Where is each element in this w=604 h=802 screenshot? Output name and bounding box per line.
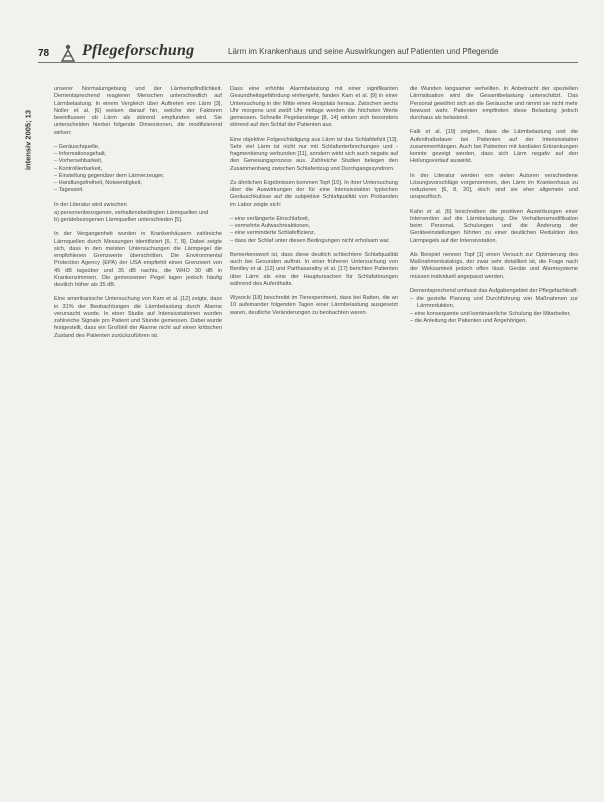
list-item: – eine konsequente und kontinuierliche Schulung der Mitarbeiter, [410,310,571,317]
page-header [38,44,578,64]
paragraph: Kahn et al. [6] beschreiben die positiven Auswirkungen einer Intervention auf die Lärmbelastung. Die Verhaltensmodifikation beim Personal, Schulungen und die Änderung der Geräteeinstellungen führten zu einer deutlichen Reduktion des Lärmpegels auf der Intensivstation. [410,208,578,244]
paragraph: Eine objektive Folgeschädigung aus Lärm ist das Schlafdefizit [13]. Sehr viel Lärm ist nicht nur mit Schlafunterbrechungen und -fragmentierung verbunden [11], sondern wirkt sich auch negativ auf den Genesungsprozess aus. Zahlreiche Studien belegen den Zusammenhang zwischen Schlafentzug und Durchgangssyndrom. [230,136,398,172]
list-item: a) personenbezogenen, verhaltensbedingten Lärmquellen und [54,209,209,216]
paragraph: unserer Normalumgebung und der Lärmempfindlichkeit. Dementsprechend reagieren Menschen unterschiedlich auf Lärmbelastung. In einem Vergleich über Auftreten von Lärm [3], Noller et al. [6] weisen darauf hin, welche der Faktoren beeinflussen ob Lärm als störend empfunden wird. Sie unterscheiden hierbei folgende Dimensionen, die modifizierend wirken: [54,86,222,136]
list-item: – vermehrte Aufwachreaktionen, [230,223,311,229]
bullet-list [410,296,578,325]
header-rule [38,62,578,63]
list-item: – eine verlängerte Einschlafzeit, [230,215,310,222]
list-item: – Kontrollierbarkeit, [54,165,103,172]
sidebar-citation [22,90,34,190]
column-3 [410,86,578,332]
bullet-list [230,216,398,245]
sidebar-citation-text: intensiv 2005; 13 [23,109,33,171]
list-item: – Einstellung gegenüber dem Lärmerzeuger, [54,172,165,179]
paragraph: In der Literatur werden von vielen Autoren verschiedene Lösungsvorschläge vorgenommen, den Lärm im Krankenhaus zu reduzieren [6, 8, 20], doch sind sie eher allgemein und unspezifisch. [410,172,578,201]
list-item: – Handlungsfreiheit, Notwendigkeit, [54,180,142,186]
list-item: – die gezielte Planung und Durchführung von Maßnahmen zur Lärmreduktion, [410,296,578,310]
list-item: – die Anleitung der Patienten und Angehörigen. [410,317,527,324]
paragraph: die Wunden langsamer verheilten. In Anbetracht der speziellen Lärmsituation wird die Gesamtbelastung unterschätzt. Das Personal gewöhnt sich an die Geräusche und nimmt sie nicht mehr bewusst wahr. Patienten empfinden diese Belastung jedoch durchaus als belastend. [410,86,578,121]
journal-title: Pflegeforschung [82,42,195,59]
list-item: b) gerätebezogenen Lärmquellen unterschieden [5]. [54,217,183,223]
paragraph: Zu ähnlichen Ergebnissen kommen Topf [10]. In ihrer Untersuchung über die Auswirkungen der für eine Intensivstation typischen Geräuschkulisse auf die subjektive Schlafqualität von Probanden im Labor zeigte sich: [230,179,398,208]
column-2 [230,86,398,324]
paragraph: Dass eine erhöhte Alarmbelastung mit einer signifikanten Gesundheitsgefährdung einhergeht, fanden Kam et al. [9] in einer Untersuchung in der Mitte eines Hospitals heraus. Zwischen sechs Uhr morgens und zwölf Uhr mittags werden die höchsten Werte gemessen. Schnelle Pegelanstiege [8, 14] wirken sich besonders störend auf den Schlaf der Patienten aus. [230,86,398,129]
paragraph: Eine amerikanische Untersuchung von Kam et al. [12] zeigte, dass in 31% der Beobachtungen die Lärmbelastung durch Alarme verursacht wurde. In einer Studie auf Intensivstationen wurden zahlreiche Signale pro Patient und Stunde gemessen. Dabei wurde festgestellt, dass ein Großteil der Alarme nicht auf einen kritischen Zustand des Patienten zurückzuführen ist. [54,296,222,339]
list-item: – Geräuschquelle, [54,143,100,150]
bullet-list [54,144,222,195]
bullet-list [54,210,222,225]
column-1 [54,86,222,347]
paragraph: Falk et al. [19] zeigten, dass die Lärmbelastung und die Aufenthaltsdauer bei Patienten auf der Intensivstation zusammenhängen. Auch bei Patienten mit kardialen Erkrankungen konnte gezeigt werden, dass sich Lärm negativ auf den Heilungsverlauf auswirkt. [410,129,578,165]
list-item: – Vorhersehbarkeit, [54,158,103,165]
list-item: – Informationsgehalt, [54,151,107,157]
paragraph: Dementsprechend umfasst das Aufgabengebiet der Pflegefachkraft: [410,287,578,294]
page-number: 78 [38,48,50,59]
paragraph: In der Vergangenheit wurden in Krankenhäusern zahlreiche Lärmquellen durch Messungen identifiziert [6, 7, 8]. Dabei zeigte sich, dass in den meisten Untersuchungen die Lärmpegel die empfohlenen Grenzwerte überschritten. Die Environmental Protection Agency (EPA) der USA empfiehlt einen Grenzwert von 45 dB tagsüber und 35 dB nachts, die WHO 30 dB in Krankenzimmern. Die gemessenen Pegel lagen jedoch häufig deutlich höher als 35 dB. [54,231,222,288]
paragraph: Als Beispiel nennen Topf [1] einen Versuch zur Optimierung des Maßnahmenkatalogs, der zwar sehr detailliert ist, die Frage nach der Wirksamkeit jedoch offen lässt. Geräte und Alarmsysteme müssen individuell angepasst werden. [410,251,578,280]
paragraph: In der Literatur wird zwischen [54,201,127,208]
list-item: – eine verminderte Schlafeffizienz, [230,230,316,237]
paragraph: Wysocki [18] beschreibt im Tierexperiment, dass bei Ratten, die an 10 aufeinander folgenden Tagen einer Lärmbelastung ausgesetzt waren, deutliche Veränderungen zu beobachten waren. [230,295,398,316]
journal-logo-icon [60,44,76,62]
list-item: – Tageszeit. [54,187,84,194]
list-item: – dass der Schlaf unter diesen Bedingungen nicht erholsam war. [230,237,390,244]
article-title: Lärm im Krankenhaus und seine Auswirkungen auf Patienten und Pflegende [228,47,499,56]
paragraph: Bemerkenswert ist, dass diese deutlich schlechtere Schlafqualität auch bei Gesunden auftrat. In einer früheren Untersuchung von Bentley et al. [12] und Parthasarathy et al. [17] berichten Patienten über Lärm als eine der Hauptursachen für Schlafstörungen während des Aufenthalts. [230,251,398,287]
